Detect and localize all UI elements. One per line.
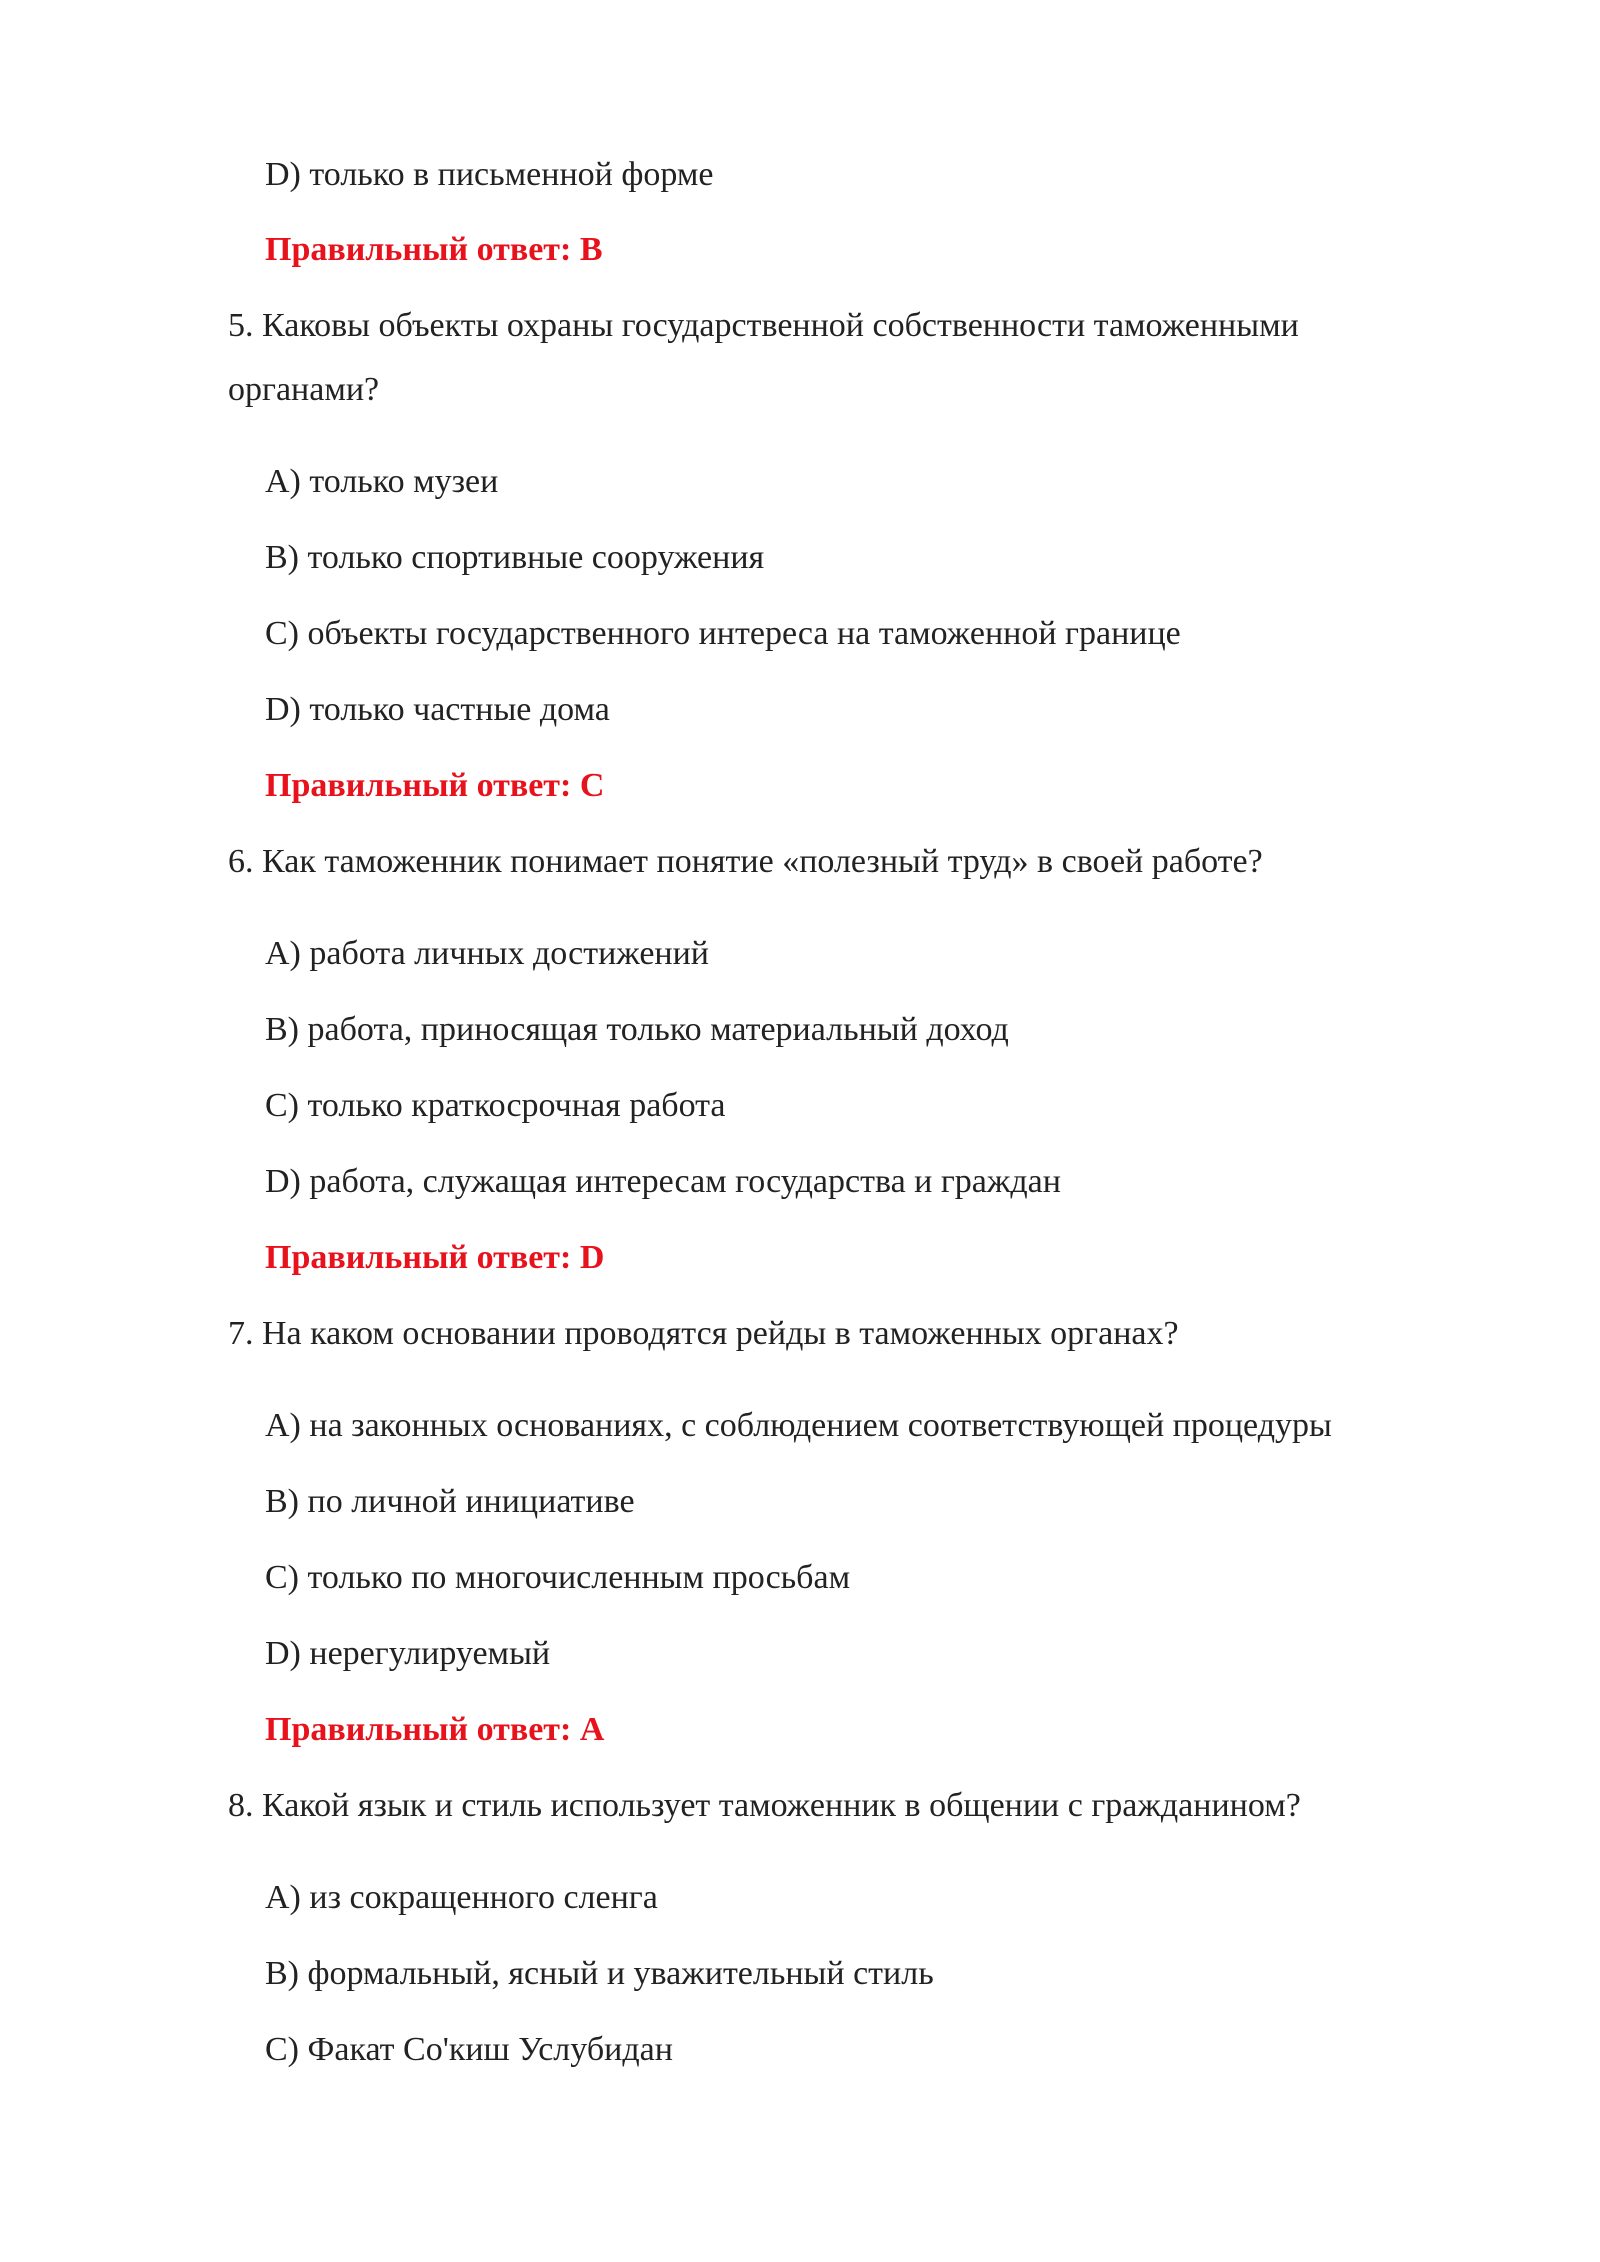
option-a: A) из сокращенного сленга: [265, 1879, 658, 1916]
option-d: D) нерегулируемый: [265, 1635, 551, 1672]
option-d: D) работа, служащая интересам государства и граждан: [265, 1163, 1061, 1200]
correct-answer: Правильный ответ: A: [265, 1711, 605, 1748]
option-a: A) на законных основаниях, с соблюдением соответствующей процедуры: [265, 1407, 1332, 1444]
question-text: 6. Как таможенник понимает понятие «полезный труд» в своей работе?: [228, 843, 1263, 880]
question-text: 8. Какой язык и стиль использует таможенник в общении с гражданином?: [228, 1787, 1301, 1824]
option-a: A) работа личных достижений: [265, 935, 709, 972]
option-b: B) работа, приносящая только материальный доход: [265, 1011, 1009, 1048]
option-d: D) только частные дома: [265, 691, 610, 728]
option-a: A) только музеи: [265, 463, 499, 500]
question-text-continued: органами?: [228, 371, 380, 408]
option-b: B) формальный, ясный и уважительный стиль: [265, 1955, 934, 1992]
correct-answer: Правильный ответ: C: [265, 767, 605, 804]
correct-answer: Правильный ответ: D: [265, 1239, 605, 1276]
question-text: 7. На каком основании проводятся рейды в таможенных органах?: [228, 1315, 1179, 1352]
option-b: B) по личной инициативе: [265, 1483, 635, 1520]
correct-answer: Правильный ответ: B: [265, 231, 603, 268]
option-c: C) Факат Co'киш Услубидан: [265, 2031, 673, 2068]
option-d: D) только в письменной форме: [265, 156, 714, 193]
option-c: C) объекты государственного интереса на таможенной границе: [265, 615, 1181, 652]
option-c: C) только по многочисленным просьбам: [265, 1559, 851, 1596]
question-text: 5. Каковы объекты охраны государственной собственности таможенными: [228, 307, 1299, 344]
option-b: B) только спортивные сооружения: [265, 539, 765, 576]
option-c: C) только краткосрочная работа: [265, 1087, 726, 1124]
